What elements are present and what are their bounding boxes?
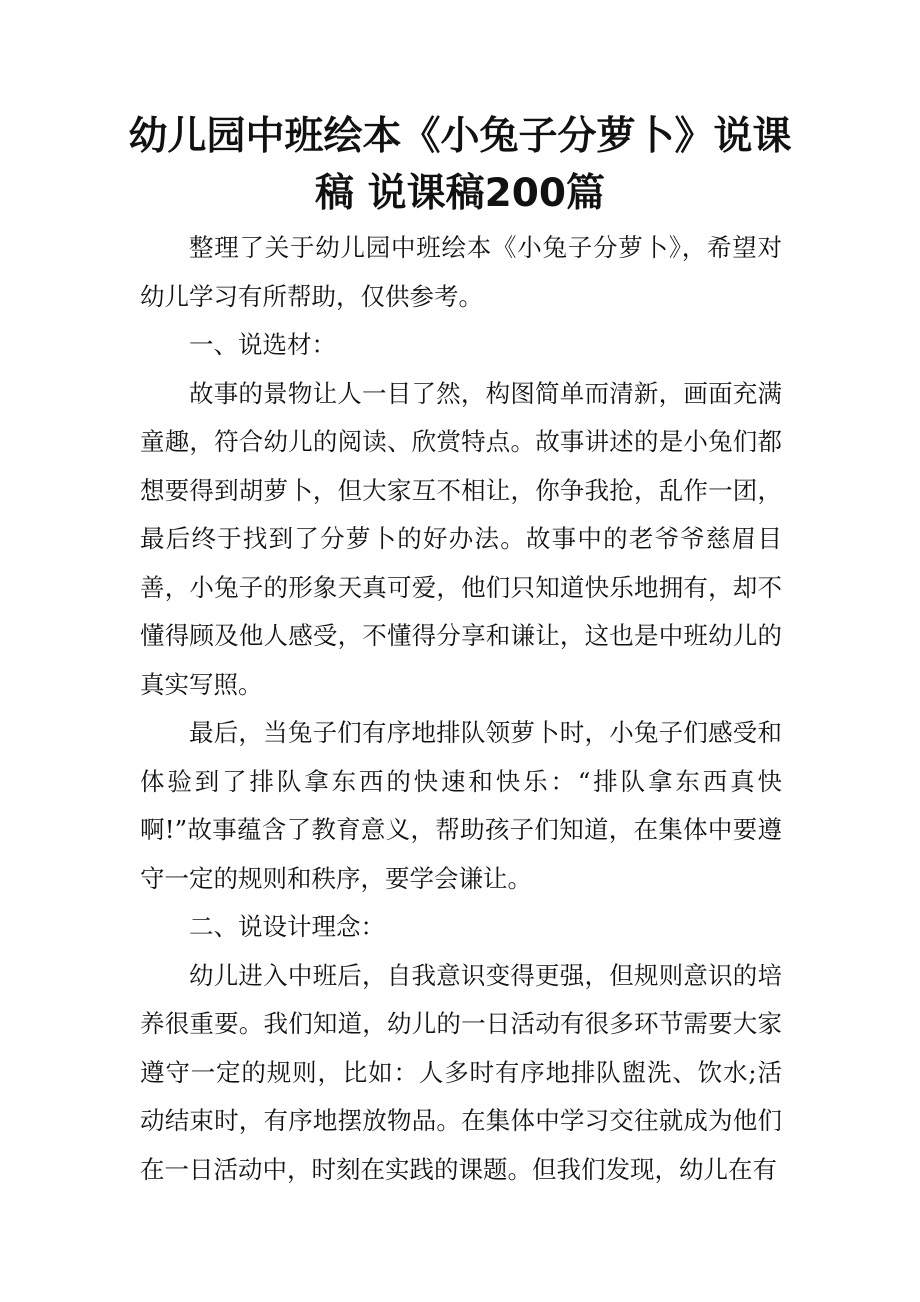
paragraph-intro: 整理了关于幼儿园中班绘本《小兔子分萝卜》，希望对幼儿学习有所帮助，仅供参考。 — [140, 233, 782, 311]
document-body — [140, 224, 782, 1194]
section-heading-design: 二、说设计理念： — [189, 912, 385, 941]
title-line-2: 稿 说课稿200篇 — [315, 171, 605, 216]
paragraph-material: 故事的景物让人一目了然，构图简单而清新，画面充满童趣，符合幼儿的阅读、欣赏特点。故事讲述的是小兔们都想要得到胡萝卜，但大家互不相让，你争我抢，乱作一团，最后终于找到了分萝卜的好办法。故事中的老爷爷慈眉目善，小兔子的形象天真可爱，他们只知道快乐地拥有，却不懂得顾及他人感受，不懂得分享和谦让，这也是中班幼儿的真实写照。 — [140, 378, 782, 699]
paragraph-design: 幼儿进入中班后，自我意识变得更强，但规则意识的培养很重要。我们知道，幼儿的一日活动有很多环节需要大家遵守一定的规则，比如：人多时有序地排队盥洗、饮水;活动结束时，有序地摆放物品。在集体中学习交往就成为他们在一日活动中，时刻在实践的课题。但我们发现，幼儿在有 — [140, 960, 782, 1184]
document-title — [80, 108, 840, 222]
paragraph-ending: 最后，当兔子们有序地排队领萝卜时，小兔子们感受和体验到了排队拿东西的快速和快乐：“排队拿东西真快啊!”故事蕴含了教育意义，帮助孩子们知道，在集体中要遵守一定的规则和秩序，要学会谦让。 — [140, 718, 782, 893]
section-heading-material: 一、说选材： — [189, 330, 336, 359]
title-line-1: 幼儿园中班绘本《小兔子分萝卜》说课 — [128, 114, 792, 159]
